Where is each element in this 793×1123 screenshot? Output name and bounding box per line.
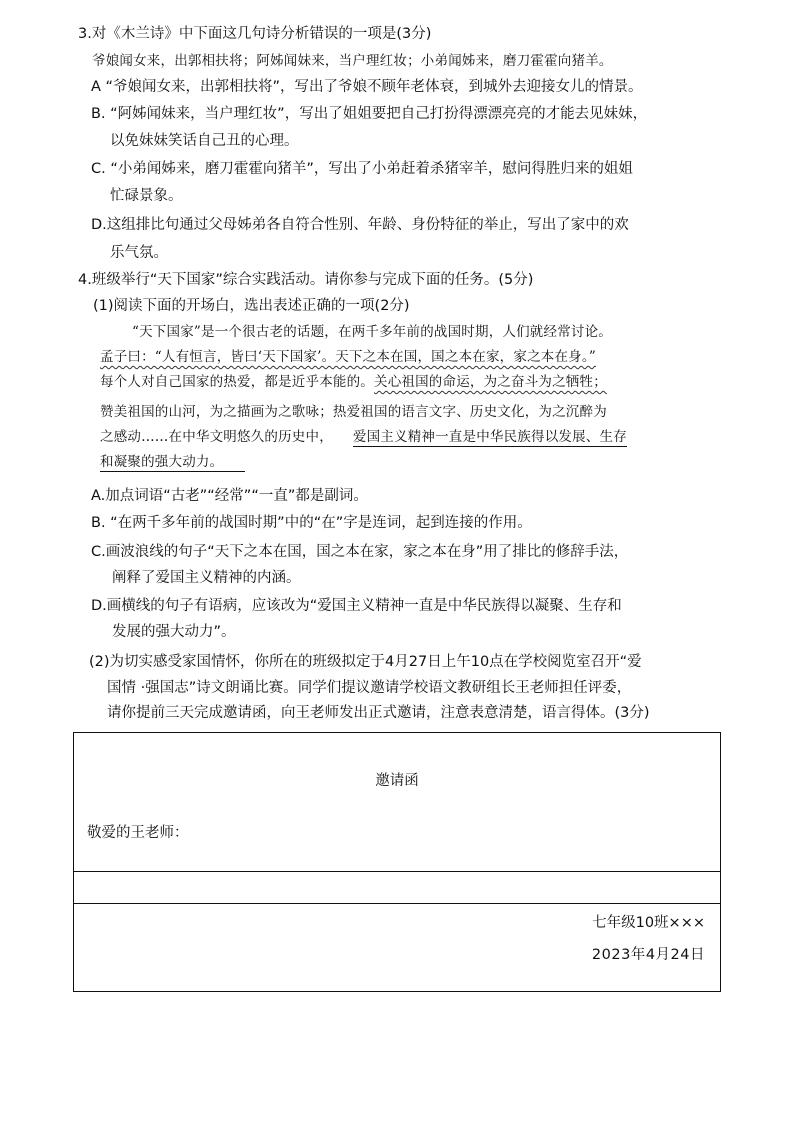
passage-line-4: 赞美祖国的山河，为之描画为之歌咏；热爱祖国的语言文字、历史文化，为之沉醉为 <box>100 404 607 420</box>
invitation-answer-box[interactable] <box>73 732 721 992</box>
q3-option-d-cont: 乐气氛。 <box>110 245 168 261</box>
q4-sub2-line-1: (2)为切实感受家国情怀，你所在的班级拟定于4月27日上午10点在学校阅览室召开“爱 <box>89 654 642 670</box>
passage-line-3b: 关心祖国的命运，为之奋斗为之牺牲； <box>374 374 607 390</box>
q3-title: 3.对《木兰诗》中下面这几句诗分析错误的一项是(3分) <box>78 26 432 42</box>
passage-line-6 <box>100 452 245 472</box>
q3-option-c: C. “小弟闻姊来，磨刀霍霍向猪羊”，写出了小弟赶着杀猪宰羊，慰问得胜归来的姐姐 <box>91 161 633 177</box>
q4-option-b: B. “在两千多年前的战国时期”中的“在”字是连词，起到连接的作用。 <box>91 515 532 531</box>
q3-option-b-cont: 以免妹妹笑话自己丑的心理。 <box>110 133 299 149</box>
q3-option-c-cont: 忙碌景象。 <box>110 188 183 204</box>
letter-sender: 七年级10班××× <box>592 915 705 931</box>
passage-line-5 <box>100 427 627 447</box>
q4-title: 4.班级举行“天下国家”综合实践活动。请你参与完成下面的任务。(5分) <box>78 272 534 288</box>
underlined-sentence-end: 和凝聚的强大动力。 <box>100 454 245 472</box>
q4-sub2-line-3: 请你提前三天完成邀请函，向王老师发出正式邀请，注意表意清楚，语言得体。(3分) <box>107 705 650 721</box>
q4-option-c: C.画波浪线的句子“天下之本在国，国之本在家，家之本在身”用了排比的修辞手法， <box>91 544 629 560</box>
q3-option-a: A “爷娘闻女来，出郭相扶将”，写出了爷娘不顾年老体衰，到城外去迎接女儿的情景。 <box>91 79 643 95</box>
passage-line-2 <box>100 347 596 367</box>
letter-title: 邀请函 <box>375 773 419 789</box>
answer-line-2 <box>74 903 720 904</box>
q3-option-b: B. “阿姊闻妹来，当户理红妆”，写出了姐姐要把自己打扮得漂漂亮亮的才能去见妹妹， <box>91 106 648 122</box>
q4-option-c-cont: 阐释了爱国主义精神的内涵。 <box>112 570 301 586</box>
q4-sub2-line-2: 国情 ·强国志”诗文朗诵比赛。同学们提议邀请学校语文教研组长王老师担任评委， <box>107 680 632 696</box>
q4-option-a: A.加点词语“古老”“经常”“一直”都是副词。 <box>91 488 368 504</box>
passage-line-5a: 之感动……在中华文明悠久的历史中， <box>100 429 333 445</box>
q4-option-d-cont: 发展的强大动力”。 <box>112 624 236 640</box>
q3-option-d: D.这组排比句通过父母姊弟各自符合性别、年龄、身份特征的举止，写出了家中的欢 <box>91 217 629 233</box>
wavy-underlined-sentence: 孟子曰：“人有恒言，皆曰‘天下国家’。天下之本在国，国之本在家，家之本在身。” <box>100 349 596 365</box>
q3-poem: 爷娘闻女来，出郭相扶将；阿姊闻妹来，当户理红妆；小弟闻姊来，磨刀霍霍向猪羊。 <box>92 53 613 69</box>
passage-line-3a: 每个人对自己国家的热爱，都是近乎本能的。 <box>100 374 374 390</box>
q4-sub1: (1)阅读下面的开场白，选出表述正确的一项(2分) <box>93 298 410 314</box>
letter-date: 2023年4月24日 <box>591 947 705 963</box>
passage-line-3 <box>100 372 607 392</box>
letter-greeting: 敬爱的王老师： <box>87 825 189 841</box>
passage-line-1: “天下国家”是一个很古老的话题，在两千多年前的战国时期，人们就经常讨论。 <box>132 324 613 340</box>
answer-line-1 <box>74 871 720 872</box>
underlined-sentence: 爱国主义精神一直是中华民族得以发展、生存 <box>352 429 627 445</box>
q4-option-d: D.画横线的句子有语病，应该改为“爱国主义精神一直是中华民族得以凝聚、生存和 <box>91 598 622 614</box>
